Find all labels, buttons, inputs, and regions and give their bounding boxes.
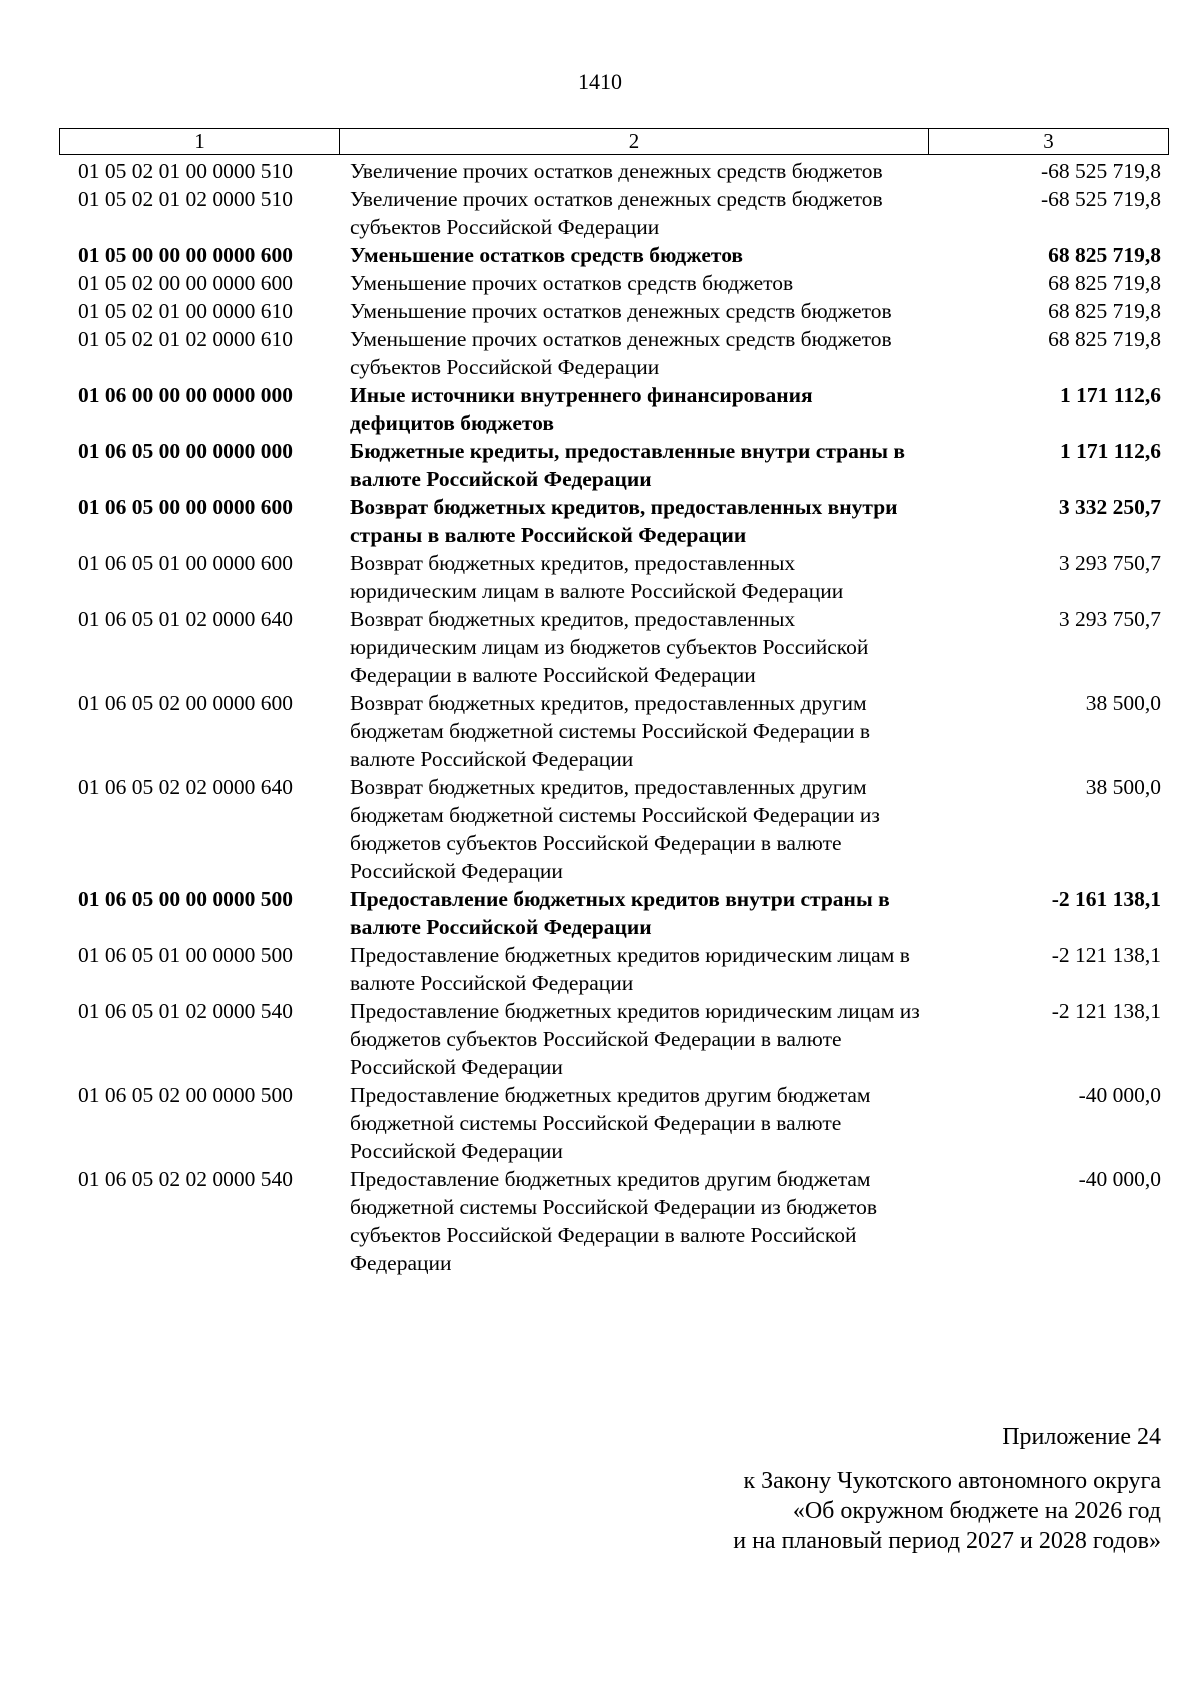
amount: 38 500,0 (1085, 775, 1161, 799)
budget-code: 01 06 05 02 02 0000 640 (78, 775, 293, 799)
budget-code: 01 06 05 02 00 0000 600 (78, 691, 293, 715)
table-row (59, 269, 1169, 297)
table-row (59, 941, 1169, 997)
budget-code: 01 06 05 00 00 0000 000 (78, 439, 293, 463)
amount: 38 500,0 (1085, 691, 1161, 715)
amount: 68 825 719,8 (1048, 243, 1161, 267)
source-name: Уменьшение остатков средств бюджетов (350, 243, 744, 267)
column-header-2: 2 (340, 129, 929, 154)
source-name: Возврат бюджетных кредитов, предоставленных юридическим лицам из бюджетов субъектов Российской Федерации в валюте Российской Федерации (350, 607, 869, 687)
appendix-reference (560, 1466, 1169, 1556)
source-name: Предоставление бюджетных кредитов другим бюджетам бюджетной системы Российской Федерации из бюджетов субъектов Российской Федерации в валюте Российской Федерации (350, 1167, 878, 1275)
table-row (59, 1165, 1169, 1277)
table-row (59, 773, 1169, 885)
budget-code: 01 06 05 01 02 0000 640 (78, 607, 293, 631)
budget-code: 01 05 00 00 00 0000 600 (78, 243, 293, 267)
amount: -40 000,0 (1078, 1167, 1161, 1191)
source-name: Возврат бюджетных кредитов, предоставленных юридическим лицам в валюте Российской Федерации (350, 551, 844, 603)
appendix-line-3: и на плановый период 2027 и 2028 годов» (733, 1528, 1161, 1554)
amount: 3 293 750,7 (1058, 551, 1161, 575)
budget-code: 01 06 05 01 00 0000 600 (78, 551, 293, 575)
amount: 68 825 719,8 (1048, 271, 1161, 295)
table-row (59, 885, 1169, 941)
budget-code: 01 06 05 01 00 0000 500 (78, 943, 293, 967)
source-name: Возврат бюджетных кредитов, предоставленных внутри страны в валюте Российской Федерации (350, 495, 898, 547)
amount: -2 161 138,1 (1051, 887, 1161, 911)
amount: 1 171 112,6 (1060, 439, 1161, 463)
table-row (59, 493, 1169, 549)
source-name: Предоставление бюджетных кредитов юридическим лицам в валюте Российской Федерации (350, 943, 910, 995)
table-row (59, 325, 1169, 381)
budget-code: 01 05 02 01 00 0000 610 (78, 299, 293, 323)
amount: -68 525 719,8 (1040, 159, 1161, 183)
appendix-line-1: к Закону Чукотского автономного округа (743, 1468, 1161, 1494)
amount: 3 293 750,7 (1058, 607, 1161, 631)
source-name: Увеличение прочих остатков денежных средств бюджетов (350, 159, 883, 183)
source-name: Предоставление бюджетных кредитов юридическим лицам из бюджетов субъектов Российской Федерации в валюте Российской Федерации (350, 999, 920, 1079)
column-header-1: 1 (60, 129, 340, 154)
table-body (59, 157, 1169, 1277)
table-row (59, 689, 1169, 773)
source-name: Уменьшение прочих остатков денежных средств бюджетов (350, 299, 892, 323)
source-name: Возврат бюджетных кредитов, предоставленных другим бюджетам бюджетной системы Российской Федерации из бюджетов субъектов Российской Федерации в валюте Российской Федерации (350, 775, 880, 883)
source-name: Уменьшение прочих остатков денежных средств бюджетов субъектов Российской Федерации (350, 327, 892, 379)
budget-code: 01 06 05 02 02 0000 540 (78, 1167, 293, 1191)
source-name: Бюджетные кредиты, предоставленные внутри страны в валюте Российской Федерации (350, 439, 906, 491)
budget-code: 01 06 00 00 00 0000 000 (78, 383, 293, 407)
amount: 68 825 719,8 (1048, 299, 1161, 323)
source-name: Предоставление бюджетных кредитов внутри страны в валюте Российской Федерации (350, 887, 890, 939)
budget-code: 01 05 02 01 00 0000 510 (78, 159, 293, 183)
amount: 3 332 250,7 (1058, 495, 1161, 519)
table-row (59, 437, 1169, 493)
amount: 68 825 719,8 (1048, 327, 1161, 351)
budget-code: 01 05 02 00 00 0000 600 (78, 271, 293, 295)
budget-code: 01 06 05 00 00 0000 500 (78, 887, 293, 911)
amount: -2 121 138,1 (1051, 943, 1161, 967)
table-header (59, 128, 1169, 155)
budget-code: 01 05 02 01 02 0000 510 (78, 187, 293, 211)
table-row (59, 605, 1169, 689)
table-row (59, 241, 1169, 269)
amount: -68 525 719,8 (1040, 187, 1161, 211)
table-row (59, 549, 1169, 605)
budget-code: 01 06 05 01 02 0000 540 (78, 999, 293, 1023)
appendix-line-2: «Об окружном бюджете на 2026 год (792, 1498, 1161, 1524)
table-row (59, 997, 1169, 1081)
page-number: 1410 (578, 69, 622, 94)
budget-code: 01 05 02 01 02 0000 610 (78, 327, 293, 351)
source-name: Возврат бюджетных кредитов, предоставленных другим бюджетам бюджетной системы Российской Федерации в валюте Российской Федерации (350, 691, 870, 771)
table-row (59, 297, 1169, 325)
amount: -40 000,0 (1078, 1083, 1161, 1107)
source-name: Увеличение прочих остатков денежных средств бюджетов субъектов Российской Федерации (350, 187, 883, 239)
table-row (59, 381, 1169, 437)
amount: 1 171 112,6 (1060, 383, 1161, 407)
column-header-3: 3 (1043, 129, 1054, 153)
budget-code: 01 06 05 00 00 0000 600 (78, 495, 293, 519)
appendix-title: Приложение 24 (1002, 1424, 1161, 1450)
source-name: Иные источники внутреннего финансирования дефицитов бюджетов (350, 383, 813, 435)
budget-code: 01 06 05 02 00 0000 500 (78, 1083, 293, 1107)
amount: -2 121 138,1 (1051, 999, 1161, 1023)
source-name: Уменьшение прочих остатков средств бюджетов (350, 271, 794, 295)
table-row (59, 1081, 1169, 1165)
source-name: Предоставление бюджетных кредитов другим бюджетам бюджетной системы Российской Федерации в валюте Российской Федерации (350, 1083, 871, 1163)
table-row (59, 157, 1169, 185)
table-row (59, 185, 1169, 241)
